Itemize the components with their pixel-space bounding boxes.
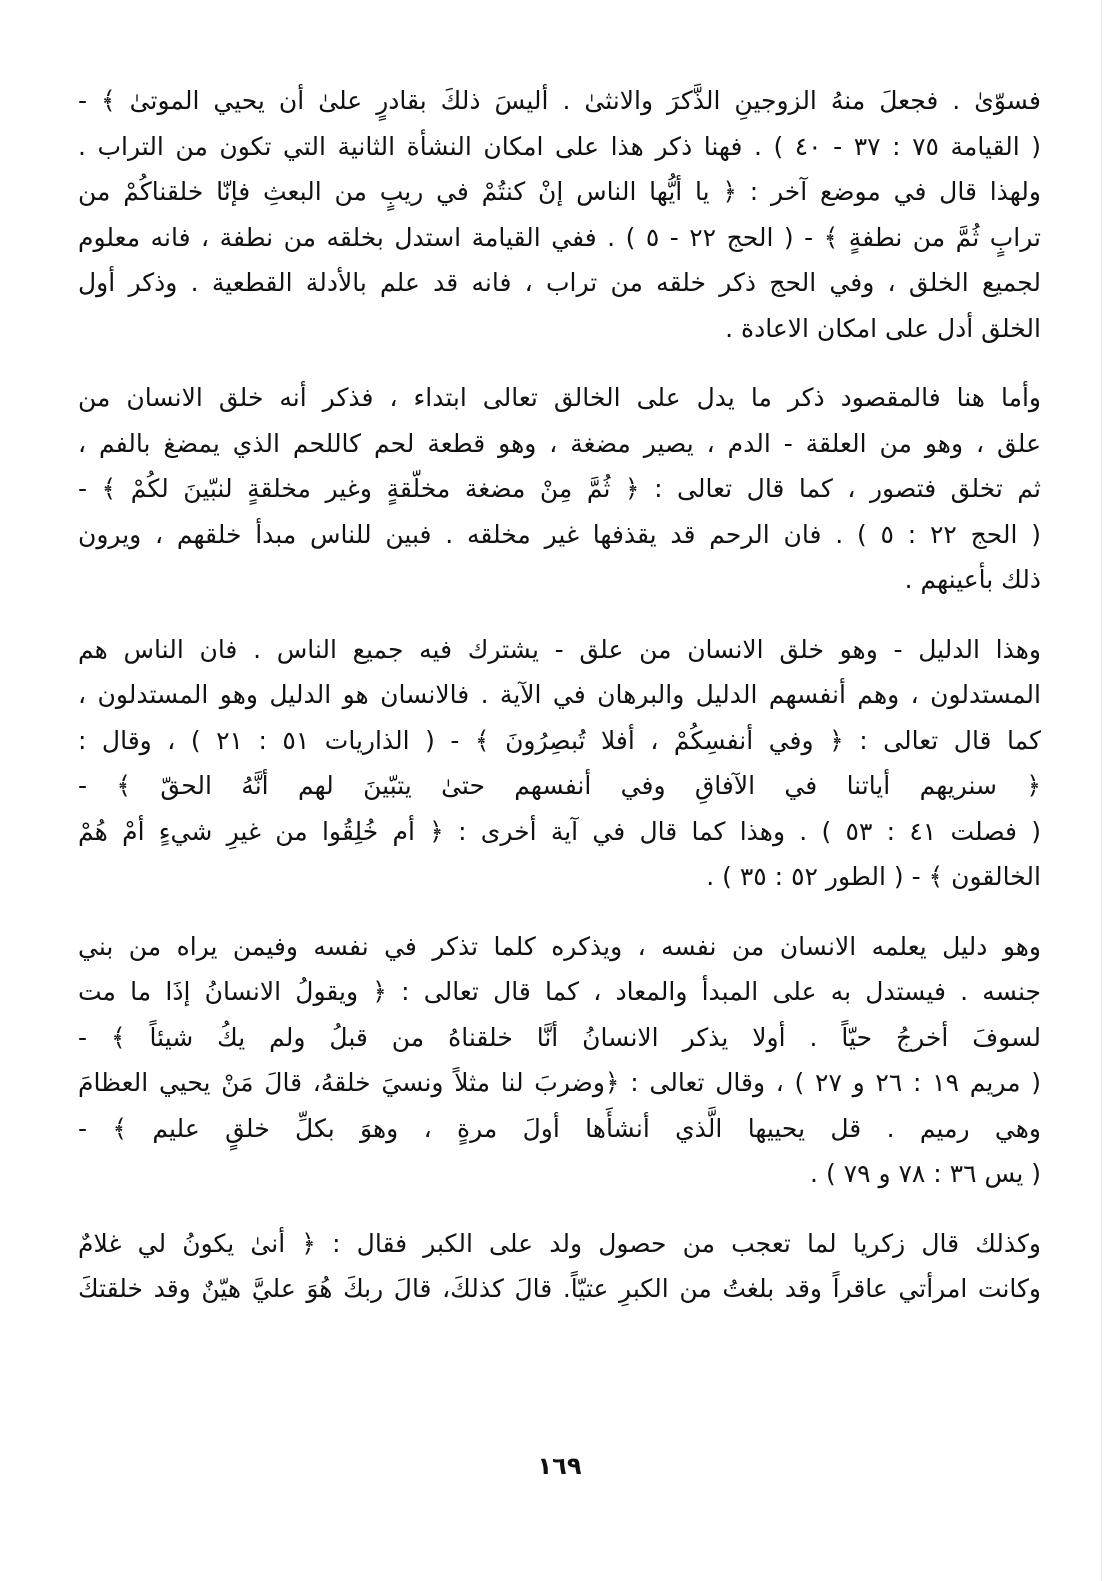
text-line: كما قال تعالى : ﴿ وفي أنفسِكُمْ ، أفلا تُبصِرُونَ ﴾ - ( الذاريات ٥١ : ٢١ ) ، وقال :	[78, 725, 1041, 755]
text-line: فسوّىٰ . فجعلَ منهُ الزوجينِ الذَّكرَ والانثىٰ . أليسَ ذلكَ بقادرٍ علىٰ أن يحيي الموتىٰ ﴾ -	[78, 86, 1041, 115]
text-line: ولهذا قال في موضع آخر : ﴿ يا أيُّها الناس إنْ كنتُمْ في ريبٍ من البعثِ فإنّا خلقناكُمْ من	[78, 177, 1041, 206]
text-line: ( فصلت ٤١ : ٥٣ ) . وهذا كما قال في آية أخرى : ﴿ أم خُلِقُوا من غيرِ شيءٍ أمْ هُمْ	[78, 816, 1041, 846]
text-line: ﴿ سنريهم أياتنا في الآفاقِ وفي أنفسهم حتىٰ يتبّينَ لهم أنَّهُ الحقّ ﴾ -	[78, 771, 1041, 800]
text-line: وأما هنا فالمقصود ذكر ما يدل على الخالق تعالى ابتداء ، فذكر أنه خلق الانسان من	[78, 383, 1041, 412]
text-line: المستدلون ، وهم أنفسهم الدليل والبرهان في الآية . فالانسان هو الدليل وهو المستدلون ،	[78, 680, 1041, 709]
text-line: ذلك بأعينهم .	[904, 565, 1041, 594]
text-line: وهو دليل يعلمه الانسان من نفسه ، ويذكره كلما تذكر في نفسه وفيمن يراه من بني	[78, 931, 1041, 961]
text-line: ( الحج ٢٢ : ٥ ) . فان الرحم قد يقذفها غير مخلقه . فبين للناس مبدأ خلقهم ، ويرون	[78, 519, 1041, 549]
paragraph-3	[78, 627, 1041, 900]
body-text	[78, 78, 1041, 1336]
text-line: ثم تخلق فتصور ، كما قال تعالى : ﴿ ثُمَّ مِنْ مضغة مخلّقةٍ وغير مخلقةٍ لنبّينَ لكُمْ ﴾ -	[78, 474, 1041, 503]
text-line: ( القيامة ٧٥ : ٣٧ - ٤٠ ) . فهنا ذكر هذا على امكان النشأة الثانية التي تكون من التراب .	[78, 131, 1041, 161]
text-line: وكذلك قال زكريا لما تعجب من حصول ولد على الكبر فقال : ﴿ أنىٰ يكونُ لي غلامٌ	[78, 1228, 1041, 1258]
text-line: وكانت امرأتي عاقراً وقد بلغتُ من الكبرِ عتيّاً. قالَ كذلكَ، قالَ ربكَ هُوَ عليَّ هيّنٌ وقد خلقتكَ	[78, 1274, 1041, 1303]
text-line: وهي رميم . قل يحييها الَّذي أنشأَها أولَ مرةٍ ، وهوَ بكلِّ خلقٍ عليم ﴾ -	[78, 1113, 1041, 1143]
paragraph-1	[78, 78, 1041, 351]
text-line: لجميع الخلق ، وفي الحج ذكر خلقه من تراب ، فانه قد علم بالأدلة القطعية . وذكر أول	[78, 268, 1041, 297]
text-line: ( يس ٣٦ : ٧٨ و ٧٩ ) .	[810, 1159, 1041, 1188]
page-edge-line	[1101, 0, 1102, 1581]
text-line: وهذا الدليل - وهو خلق الانسان من علق - يشترك فيه جميع الناس . فان الناس هم	[78, 634, 1041, 664]
paragraph-5	[78, 1221, 1041, 1312]
text-line: الخلق أدل على امكان الاعادة .	[725, 313, 1041, 343]
paragraph-2	[78, 375, 1041, 603]
text-line: ترابٍ ثُمَّ من نطفةٍ ﴾ - ( الحج ٢٢ - ٥ ) . ففي القيامة استدل بخلقه من نطفة ، فانه معلوم	[78, 222, 1041, 252]
text-line: جنسه . فيستدل به على المبدأ والمعاد ، كما قال تعالى : ﴿ ويقولُ الانسانُ إذَا ما مت	[78, 977, 1041, 1006]
text-line: الخالقون ﴾ - ( الطور ٥٢ : ٣٥ ) .	[706, 862, 1041, 891]
paragraph-4	[78, 924, 1041, 1197]
text-line: ( مريم ١٩ : ٢٦ و ٢٧ ) ، وقال تعالى : ﴿وضربَ لنا مثلاً ونسيَ خلقهُ، قالَ مَنْ يحيي العظامَ	[78, 1068, 1041, 1097]
page-number: ١٦٩	[537, 1452, 582, 1480]
text-line: علق ، وهو من العلقة - الدم ، يصير مضغة ، وهو قطعة لحم كاللحم الذي يمضغ بالفم ،	[78, 428, 1041, 458]
text-line: لسوفَ أخرجُ حيّاً . أولا يذكر الانسانُ أنَّا خلقناهُ من قبلُ ولم يكُ شيئاً ﴾ -	[78, 1022, 1041, 1052]
